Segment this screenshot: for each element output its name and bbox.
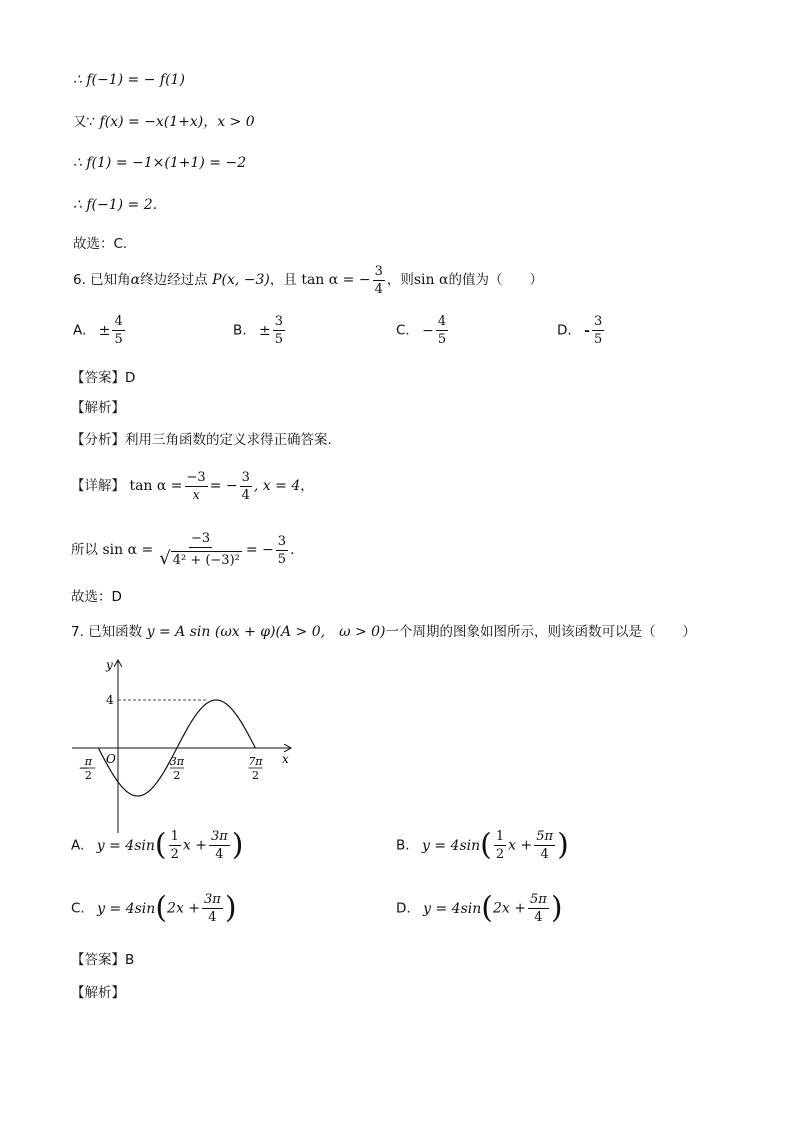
- q6-suoyi: 所以 sin α = $\frac{-3}{\text{√ 4² + (−3)²}}$ = − $\frac{3}{5}$ .: [71, 531, 295, 569]
- line-2: 又∵ f(x) = −x(1+x)，x > 0: [73, 114, 255, 130]
- q7-stem: 7. 已知函数 y = A sin (ωx + φ)(A > 0, ω > 0)一个周期的图象如图所示，则该函数可以是（ ）: [71, 624, 696, 640]
- axes: [72, 658, 290, 833]
- q6-option-c[interactable]: C. − $\frac{4}{5}$: [396, 314, 447, 347]
- q6-fenxi: 【分析】利用三角函数的定义求得正确答案.: [71, 432, 332, 448]
- x-tick-label-2: [248, 755, 263, 782]
- sine-graph: [68, 655, 298, 835]
- q6-analysis-tag: 【解析】: [71, 400, 125, 416]
- q7-answer: 【答案】B: [71, 952, 135, 968]
- x-tick-num: 3π: [169, 755, 185, 768]
- y-tick-label: 4: [106, 693, 114, 707]
- q7-option-b[interactable]: B. y = 4sin( $\frac{1}{2}$ x + $\frac{5\pi}{4}$ ): [396, 827, 569, 863]
- q7-option-d[interactable]: D. y = 4sin(2x + $\frac{5\pi}{4}$ ): [396, 890, 563, 926]
- q7-option-c[interactable]: C. y = 4sin(2x + $\frac{3\pi}{4}$ ): [71, 890, 237, 926]
- line-4: ∴ f(−1) = 2.: [73, 197, 158, 213]
- q7-analysis-tag: 【解析】: [71, 985, 125, 1001]
- x-tick-den: 2: [84, 769, 92, 782]
- x-tick-label-1: [170, 755, 185, 782]
- q6-stem: 6. 已知角α终边经过点 P(x, −3)，且 tan α = − $\frac{3}{4}$ ，则sin α的值为（ ）: [73, 263, 543, 297]
- q6-xiangjie: 【详解】 tan α = $\frac{-3}{x}$ = − $\frac{3}{4}$ , x = 4，: [71, 469, 314, 503]
- line-1: ∴ f(−1) = − f(1): [73, 72, 185, 88]
- q6-answer: 【答案】D: [71, 370, 136, 386]
- x-tick-den: 2: [251, 769, 259, 782]
- line-5-choice: 故选：C.: [73, 236, 128, 252]
- x-tick-label-0: [78, 755, 95, 782]
- q6-guxuan: 故选：D: [71, 589, 122, 605]
- q6-option-d[interactable]: D. - $\frac{3}{5}$: [557, 314, 603, 347]
- x-tick-den: 2: [173, 769, 181, 782]
- x-tick-sign: −: [78, 761, 89, 775]
- x-axis-label: x: [282, 752, 289, 766]
- q7-option-a[interactable]: A. y = 4sin( $\frac{1}{2}$ x + $\frac{3\pi}{4}$ ): [71, 827, 244, 863]
- q6-option-b[interactable]: B. ± $\frac{3}{5}$: [233, 314, 284, 347]
- q6-tan-frac: $\frac{3}{4}$: [374, 263, 383, 297]
- y-axis-label: y: [106, 658, 113, 672]
- line-3: ∴ f(1) = −1×(1+1) = −2: [73, 155, 247, 171]
- origin-label: O: [106, 752, 116, 766]
- x-tick-num: π: [84, 755, 92, 768]
- q6-option-a[interactable]: A. ± $\frac{4}{5}$: [73, 314, 123, 347]
- x-tick-num: 7π: [248, 755, 263, 768]
